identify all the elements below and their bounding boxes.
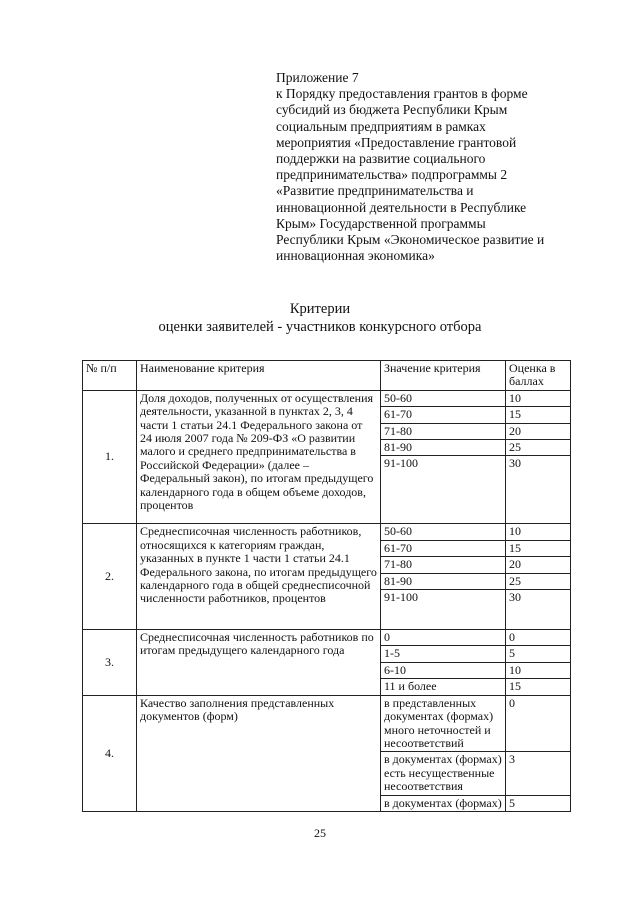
criterion-score: 25 <box>506 440 571 456</box>
table-row <box>83 524 571 540</box>
criterion-value: в документах (формах) <box>381 795 506 811</box>
criterion-value: 0 <box>381 630 506 646</box>
appendix-line: Крым» Государственной программы <box>276 215 486 231</box>
criterion-score: 15 <box>506 407 571 423</box>
criterion-value: 50-60 <box>381 524 506 540</box>
criterion-score: 15 <box>506 540 571 556</box>
criterion-value: в представленных документах (формах) много неточностей и несоответствий <box>381 695 506 752</box>
criterion-score: 5 <box>506 795 571 811</box>
appendix-header <box>276 70 576 264</box>
criterion-value: 71-80 <box>381 423 506 439</box>
criterion-value: 81-90 <box>381 440 506 456</box>
appendix-line: инновационная экономика» <box>276 248 435 264</box>
criterion-value: 11 и более <box>381 679 506 695</box>
table-row <box>83 390 571 406</box>
criterion-name: Качество заполнения представленных документов (форм) <box>137 695 381 811</box>
criterion-value: 81-90 <box>381 573 506 589</box>
criterion-number: 2. <box>83 524 137 630</box>
criterion-value: 6-10 <box>381 662 506 678</box>
appendix-line: предпринимательства» подпрограммы 2 <box>276 167 508 183</box>
criteria-table <box>82 360 571 812</box>
criterion-score: 30 <box>506 456 571 524</box>
title-line-1: Критерии <box>289 301 351 317</box>
criterion-value: в документах (формах) есть несущественные несоответствия <box>381 752 506 795</box>
table-header-row <box>83 361 571 391</box>
table-row <box>83 695 571 752</box>
appendix-line: поддержки на развитие социального <box>276 151 486 167</box>
appendix-line: к Порядку предоставления грантов в форме <box>276 86 528 102</box>
header-num: № п/п <box>83 361 137 391</box>
table-row <box>83 630 571 646</box>
criterion-score: 0 <box>506 630 571 646</box>
criterion-value: 61-70 <box>381 540 506 556</box>
header-name: Наименование критерия <box>137 361 381 391</box>
title-line-2: оценки заявителей - участников конкурсного отбора <box>158 319 482 335</box>
criterion-name: Среднесписочная численность работников по итогам предыдущего календарного года <box>137 630 381 696</box>
criteria-title <box>0 300 640 336</box>
criterion-number: 3. <box>83 630 137 696</box>
appendix-line: «Развитие предпринимательства и <box>276 183 474 199</box>
page-number: 25 <box>314 826 326 840</box>
criterion-value: 91-100 <box>381 590 506 630</box>
criterion-value: 71-80 <box>381 557 506 573</box>
header-score: Оценка в баллах <box>506 361 571 391</box>
criterion-score: 0 <box>506 695 571 752</box>
criterion-score: 3 <box>506 752 571 795</box>
appendix-line: инновационной деятельности в Республике <box>276 199 527 215</box>
criterion-score: 20 <box>506 557 571 573</box>
criterion-score: 5 <box>506 646 571 662</box>
criterion-score: 30 <box>506 590 571 630</box>
criterion-value: 1-5 <box>381 646 506 662</box>
appendix-line: мероприятия «Предоставление грантовой <box>276 134 517 150</box>
appendix-line: Приложение 7 <box>276 70 359 85</box>
criterion-score: 10 <box>506 524 571 540</box>
criterion-score: 10 <box>506 390 571 406</box>
criterion-score: 20 <box>506 423 571 439</box>
criterion-value: 61-70 <box>381 407 506 423</box>
criterion-score: 15 <box>506 679 571 695</box>
criterion-number: 1. <box>83 390 137 524</box>
criterion-name: Среднесписочная численность работников, относящихся к категориям граждан, указанных в пункте 1 части 1 статьи 24.1 Федерального закона, по итогам предыдущего календарного года в общей среднесписочной численности работников, процентов <box>137 524 381 630</box>
criterion-score: 25 <box>506 573 571 589</box>
criterion-score: 10 <box>506 662 571 678</box>
appendix-line: Республики Крым «Экономическое развитие и <box>276 232 545 248</box>
criterion-value: 91-100 <box>381 456 506 524</box>
header-value: Значение критерия <box>381 361 506 391</box>
appendix-line: социальным предприятиям в рамках <box>276 118 486 134</box>
criterion-name: Доля доходов, полученных от осуществления деятельности, указанной в пунктах 2, 3, 4 части 1 статьи 24.1 Федерального закона от 24 июля 2007 года № 209-ФЗ «О развитии малого и среднего предпринимательства в Российской Федерации» (далее – Федеральный закон), по итогам предыдущего календарного года в общем объеме доходов, процентов <box>137 390 381 524</box>
appendix-line: субсидий из бюджета Республики Крым <box>276 102 508 118</box>
criterion-value: 50-60 <box>381 390 506 406</box>
criterion-number: 4. <box>83 695 137 811</box>
